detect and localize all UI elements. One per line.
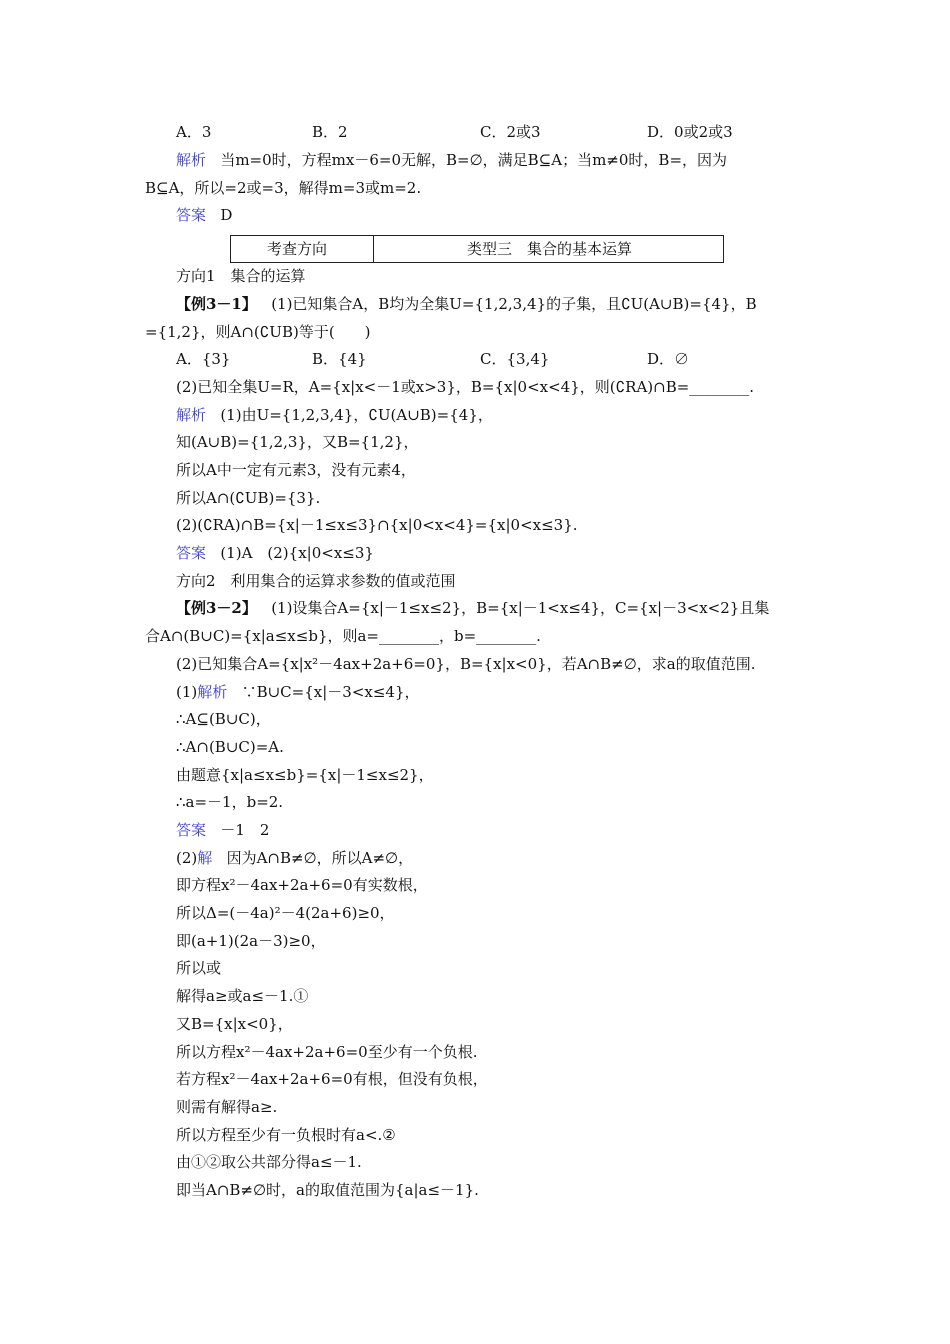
prev-jiexi-text: 当m=0时，方程mx－6=0无解，B=∅，满足B⊆A；当m≠0时，B=，因为 [220, 151, 728, 169]
jie-label: 解 [197, 849, 213, 867]
ex31-answer-text: (1)A (2){x|0<x≤3} [220, 544, 374, 562]
sol2-line: 所以方程至少有一负根时有a<.② [176, 1126, 396, 1144]
ex32-sol2-header [176, 848, 413, 868]
dir2-heading: 方向2 利用集合的运算求参数的值或范围 [176, 572, 456, 590]
answer-label: 答案 [176, 821, 207, 839]
ex32-line1 [176, 598, 769, 618]
sol2-line: 解得a≥或a≤－1.① [176, 987, 309, 1005]
prev-options-row [0, 122, 950, 142]
sol2-line: 所以Δ=(－4a)²－4(2a+6)≥0， [176, 904, 395, 922]
sol2-line: 则需有解得a≥. [176, 1098, 278, 1116]
ex31-jiexi-l3: 所以A中一定有元素3，没有元素4， [176, 461, 416, 479]
prev-option-d: D．0或2或3 [647, 123, 733, 141]
sol2-line: 又B={x|x<0}， [176, 1015, 293, 1033]
prev-answer-line [176, 205, 232, 225]
ex31-line1 [176, 294, 757, 314]
prev-answer-text: D [220, 206, 233, 224]
ex31-q1-line2: ={1,2}，则A∩(∁UB)等于( ) [145, 323, 371, 341]
sol2-line: 即(a+1)(2a－3)≥0， [176, 932, 326, 950]
ex31-option-c: C．{3,4} [480, 350, 550, 368]
sol2-line: 所以或 [176, 959, 222, 977]
ex32-sol1-l5: ∴a=－1，b=2. [176, 793, 284, 811]
sol2-line: 所以方程x²－4ax+2a+6=0至少有一个负根. [176, 1043, 478, 1061]
table-cell-direction: 考查方向 [267, 240, 328, 258]
ex32-sol1-l2: ∴A⊆(B∪C)， [176, 710, 271, 728]
ex32-answer-line [176, 820, 269, 840]
sol1-prefix: (1) [176, 683, 198, 701]
ex31-jiexi-l2: 知(A∪B)={1,2,3}，又B={1,2}， [176, 433, 419, 451]
dir1-heading: 方向1 集合的运算 [176, 267, 306, 285]
prev-option-a: A．3 [176, 123, 212, 141]
table-cell-type: 类型三 集合的基本运算 [467, 240, 633, 258]
ex32-label: 【例3－2】 [176, 599, 257, 617]
sol2-line: 若方程x²－4ax+2a+6=0有根，但没有负根， [176, 1070, 488, 1088]
prev-jiexi-line [176, 150, 727, 170]
ex32-sol1-l3: ∴A∩(B∪C)=A. [176, 738, 284, 756]
ex31-jiexi-l1 [176, 405, 493, 425]
ex31-q1-line1: (1)已知集合A，B均为全集U={1,2,3,4}的子集，且∁U(A∪B)={4}，B [271, 295, 757, 313]
table-divider [373, 236, 374, 262]
ex32-sol2-text: 因为A∩B≠∅，所以A≠∅， [226, 849, 414, 867]
ex31-answer-line [176, 543, 374, 563]
ex31-label: 【例3－1】 [176, 295, 257, 313]
ex32-sol1-header [176, 682, 420, 702]
ex32-q2: (2)已知集合A={x|x²－4ax+2a+6=0}，B={x|x<0}，若A∩B≠∅，求a的取值范围. [176, 655, 756, 673]
ex32-sol1-text1: ∵B∪C={x|－3<x≤4}， [241, 683, 420, 701]
ex32-q1-line2: 合A∩(B∪C)={x|a≤x≤b}，则a=________，b=________. [145, 627, 541, 645]
ex31-option-b: B．{4} [312, 350, 367, 368]
sol2-line: 即当A∩B≠∅时，a的取值范围为{a|a≤－1}. [176, 1181, 479, 1199]
ex31-options-row [0, 349, 950, 369]
ex32-q1-line1: (1)设集合A={x|－1≤x≤2}，B={x|－1<x≤4}，C={x|－3<x<2}且集 [271, 599, 770, 617]
category-table [230, 235, 724, 263]
answer-label: 答案 [176, 206, 207, 224]
sol2-line: 即方程x²－4ax+2a+6=0有实数根， [176, 876, 428, 894]
ex31-option-d: D．∅ [647, 350, 690, 368]
jiexi-label: 解析 [197, 683, 228, 701]
ex32-answer-text: －1 2 [220, 821, 270, 839]
ex31-jiexi-l4: 所以A∩(∁UB)={3}. [176, 489, 321, 507]
sol2-prefix: (2) [176, 849, 198, 867]
ex31-jiexi-l5: (2)(∁RA)∩B={x|－1≤x≤3}∩{x|0<x<4}={x|0<x≤3}. [176, 516, 578, 534]
ex31-q2: (2)已知全集U=R，A={x|x<－1或x>3}，B={x|0<x<4}，则(∁RA)∩B=________. [176, 378, 755, 396]
jiexi-label: 解析 [176, 151, 207, 169]
ex31-option-a: A．{3} [176, 350, 231, 368]
prev-option-c: C．2或3 [480, 123, 541, 141]
sol2-line: 由①②取公共部分得a≤－1. [176, 1153, 362, 1171]
answer-label: 答案 [176, 544, 207, 562]
jiexi-label: 解析 [176, 406, 207, 424]
ex31-jiexi-text1: (1)由U={1,2,3,4}，∁U(A∪B)={4}， [220, 406, 493, 424]
ex32-sol1-l4: 由题意{x|a≤x≤b}={x|－1≤x≤2}， [176, 766, 434, 784]
prev-option-b: B．2 [312, 123, 348, 141]
prev-jiexi-cont: B⊆A，所以=2或=3，解得m=3或m=2. [145, 179, 422, 197]
